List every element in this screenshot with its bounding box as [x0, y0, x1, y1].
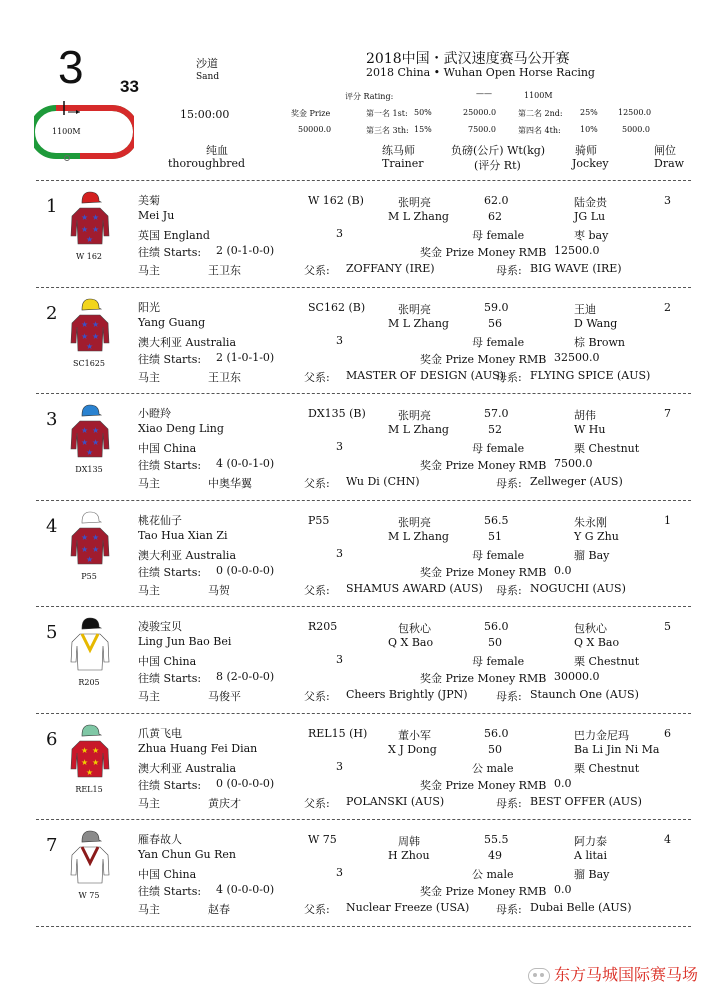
- country: 澳大利亚 Australia: [138, 548, 237, 562]
- svg-text:★: ★: [81, 213, 89, 222]
- weight: 56.5: [484, 513, 509, 527]
- jockey-silks-icon: [68, 510, 112, 566]
- prize-money: 30000.0: [554, 670, 600, 683]
- trainer-cn: 张明亮: [398, 196, 431, 209]
- horse-name-en: Mei Ju: [138, 209, 175, 222]
- horse-name-en: Ling Jun Bao Bei: [138, 635, 232, 648]
- jockey-en: W Hu: [574, 423, 606, 436]
- runner-row: [0, 608, 720, 714]
- sire: Cheers Brightly (JPN): [346, 688, 468, 701]
- coat-color: 骝 Bay: [574, 868, 610, 881]
- prize-4th-pct: 10%: [580, 125, 598, 134]
- col-trainer-en: Trainer: [382, 157, 424, 170]
- prize-money: 0.0: [554, 776, 572, 790]
- weight: 59.0: [484, 300, 509, 314]
- starts-record: 2 (1-0-1-0): [216, 350, 275, 364]
- owner-label: 马主: [138, 796, 160, 810]
- horse-code: P55: [308, 513, 330, 527]
- svg-text:★: ★: [86, 554, 94, 564]
- svg-text:★: ★: [92, 544, 100, 554]
- trainer-en: X J Dong: [388, 742, 437, 756]
- horse-name-cn: 凌骏宝贝: [138, 620, 182, 633]
- surface-cn: 沙道: [196, 57, 218, 70]
- starts-label: 往绩 Starts:: [138, 352, 202, 366]
- owner: 马贺: [208, 583, 230, 597]
- sex: 母 female: [472, 442, 525, 455]
- svg-text:★: ★: [92, 532, 100, 542]
- rating: 3: [336, 546, 343, 560]
- jockey-en: A litai: [574, 849, 607, 862]
- prize-3rd-label: 第三名 3th:: [366, 126, 409, 135]
- svg-text:★: ★: [86, 448, 94, 457]
- prize-1st-amount: 25000.0: [463, 108, 497, 117]
- jockey-en: JG Lu: [574, 210, 606, 223]
- prize-3rd-pct: 15%: [414, 125, 432, 134]
- sex: 母 female: [472, 548, 525, 562]
- weight: 57.0: [484, 407, 509, 420]
- starts-record: 2 (0-1-0-0): [216, 244, 275, 257]
- svg-text:★: ★: [81, 438, 89, 447]
- dam-label: 母系:: [496, 370, 522, 384]
- dam-label: 母系:: [496, 477, 522, 490]
- sire-label: 父系:: [304, 477, 330, 490]
- saddle-number: 3: [46, 409, 58, 430]
- svg-text:★: ★: [81, 331, 89, 341]
- rating: 3: [336, 866, 343, 879]
- silks-code: W 75: [78, 891, 100, 900]
- country: 英国 England: [138, 229, 210, 242]
- prize-label: 奖金 Prize: [291, 109, 331, 118]
- dam: Zellweger (AUS): [530, 475, 623, 488]
- sire-label: 父系:: [304, 583, 330, 597]
- svg-text:★: ★: [92, 225, 100, 234]
- coat-color: 栗 Chestnut: [574, 761, 640, 775]
- jockey-silks-icon: [68, 829, 112, 885]
- sire-label: 父系:: [304, 796, 330, 810]
- svg-text:★: ★: [86, 341, 94, 351]
- prize-2nd-label: 第二名 2nd:: [518, 109, 563, 118]
- jockey-silks-icon: [68, 403, 112, 459]
- jockey-cn: 胡伟: [574, 409, 596, 422]
- horse-name-cn: 小瞪羚: [138, 407, 171, 420]
- starts-record: 4 (0-0-0-0): [216, 883, 275, 896]
- weight: 56.0: [484, 726, 509, 740]
- prize-total: 50000.0: [298, 125, 332, 134]
- owner-label: 马主: [138, 903, 160, 916]
- trainer-en: Q X Bao: [388, 636, 434, 649]
- rating-rt: 52: [488, 423, 502, 436]
- horse-name-cn: 雁春故人: [138, 833, 182, 846]
- svg-text:★: ★: [92, 331, 100, 341]
- jockey-cn: 王迪: [574, 302, 596, 316]
- owner-label: 马主: [138, 370, 160, 384]
- jockey-silks-icon: [68, 616, 112, 672]
- country: 澳大利亚 Australia: [138, 335, 237, 349]
- starts-record: 4 (0-0-1-0): [216, 457, 275, 470]
- jockey-en: Ba Li Jin Ni Ma: [574, 742, 660, 756]
- weight: 56.0: [484, 620, 509, 633]
- sex: 母 female: [472, 335, 525, 349]
- breed-en: thoroughbred: [168, 157, 246, 170]
- owner-label: 马主: [138, 583, 160, 597]
- sex: 公 male: [472, 868, 514, 881]
- rating: 3: [336, 759, 343, 773]
- rating-value: ——: [476, 89, 492, 98]
- silks-code: P55: [81, 571, 97, 581]
- prize-1st-label: 第一名 1st:: [366, 109, 408, 118]
- svg-text:★: ★: [92, 757, 100, 767]
- saddle-number: 6: [46, 728, 58, 750]
- trainer-en: M L Zhang: [388, 529, 449, 543]
- silks-cap: [82, 831, 101, 842]
- rating: 3: [336, 227, 343, 240]
- coat-color: 棕 Brown: [574, 335, 625, 349]
- owner: 黄庆才: [208, 796, 241, 810]
- starts-record: 0 (0-0-0-0): [216, 776, 275, 790]
- horse-name-cn: 爪黄飞电: [138, 726, 182, 740]
- runner-row: [0, 182, 720, 288]
- trainer-en: M L Zhang: [388, 210, 449, 223]
- rating-rt: 56: [488, 316, 502, 330]
- starts-label: 往绩 Starts:: [138, 459, 202, 472]
- trainer-en: M L Zhang: [388, 316, 449, 330]
- silks-code: SC1625: [73, 358, 105, 368]
- owner: 中奥华翼: [208, 477, 252, 490]
- prize-money-label: 奖金 Prize Money RMB: [420, 246, 547, 259]
- svg-text:★: ★: [92, 438, 100, 447]
- jockey-silks-icon: [68, 723, 112, 779]
- silks-cap: [82, 618, 101, 629]
- col-jockey-en: Jockey: [572, 157, 609, 170]
- jockey-silks-icon: [68, 190, 112, 246]
- weight: 55.5: [484, 833, 509, 846]
- svg-text:★: ★: [92, 745, 100, 755]
- runner-row: [0, 502, 720, 608]
- silks-cap: [82, 512, 101, 523]
- horse-name-cn: 桃花仙子: [138, 513, 182, 527]
- saddle-number: 2: [46, 302, 58, 324]
- rating: 3: [336, 440, 343, 453]
- prize-money: 32500.0: [554, 350, 600, 364]
- rating: 3: [336, 653, 343, 666]
- dam-label: 母系:: [496, 583, 522, 597]
- prize-money-label: 奖金 Prize Money RMB: [420, 352, 547, 366]
- dam-label: 母系:: [496, 264, 522, 277]
- silks-code: REL15: [75, 784, 103, 794]
- rating-rt: 49: [488, 849, 502, 862]
- dam: NOGUCHI (AUS): [530, 581, 626, 595]
- dam-label: 母系:: [496, 690, 522, 703]
- saddle-number: 5: [46, 622, 58, 643]
- svg-text:★: ★: [86, 235, 94, 244]
- trainer-cn: 周韩: [398, 835, 420, 848]
- race-number: 3: [58, 41, 84, 93]
- silks-cap: [82, 192, 101, 203]
- prize-money: 0.0: [554, 883, 572, 896]
- coat-color: 骝 Bay: [574, 548, 610, 562]
- runner-row: [0, 821, 720, 927]
- coat-color: 栗 Chestnut: [574, 655, 640, 668]
- track-diagram: [34, 100, 134, 170]
- col-weight-en: (评分 Rt): [474, 159, 521, 172]
- weight: 62.0: [484, 194, 509, 207]
- prize-money-label: 奖金 Prize Money RMB: [420, 565, 547, 579]
- prize-money-label: 奖金 Prize Money RMB: [420, 885, 547, 898]
- jockey-cn: 陆金贵: [574, 196, 607, 209]
- trainer-en: H Zhou: [388, 849, 430, 862]
- prize-4th-label: 第四名 4th:: [518, 126, 561, 135]
- track-distance-label: 1100M: [52, 127, 81, 136]
- svg-text:★: ★: [92, 426, 100, 435]
- jockey-cn: 包秋心: [574, 622, 607, 635]
- col-weight-cn: 负磅(公斤) Wt(kg): [451, 144, 546, 157]
- prize-money: 7500.0: [554, 457, 593, 470]
- draw: 6: [664, 726, 671, 740]
- sire: SHAMUS AWARD (AUS): [346, 581, 483, 595]
- svg-text:★: ★: [81, 225, 89, 234]
- silks-code: W 162: [75, 252, 103, 261]
- trainer-cn: 董小军: [398, 728, 431, 742]
- sex: 公 male: [472, 761, 514, 775]
- svg-text:★: ★: [81, 532, 89, 542]
- draw: 3: [664, 194, 671, 207]
- prize-money-label: 奖金 Prize Money RMB: [420, 459, 547, 472]
- horse-code: W 162 (B): [308, 194, 364, 207]
- rating-rt: 50: [488, 742, 502, 756]
- draw: 4: [664, 833, 671, 846]
- sire: Nuclear Freeze (USA): [346, 901, 470, 914]
- silks-cap: [82, 299, 101, 310]
- rating-rt: 50: [488, 636, 502, 649]
- starts-label: 往绩 Starts:: [138, 672, 202, 685]
- draw: 5: [664, 620, 671, 633]
- silks-code: DX135: [75, 465, 103, 474]
- sire: MASTER OF DESIGN (AUS): [346, 368, 505, 382]
- owner-label: 马主: [138, 264, 160, 277]
- sire-label: 父系:: [304, 264, 330, 277]
- starts-label: 往绩 Starts:: [138, 885, 202, 898]
- country: 中国 China: [138, 442, 197, 455]
- trainer-cn: 包秋心: [398, 622, 431, 635]
- trainer-cn: 张明亮: [398, 409, 431, 422]
- horse-code: R205: [308, 620, 338, 633]
- sire: POLANSKI (AUS): [346, 794, 445, 808]
- race-distance: 1100M: [524, 91, 553, 100]
- race-title-en: 2018 China • Wuhan Open Horse Racing: [366, 66, 595, 79]
- race-title-cn: 2018中国・武汉速度赛马公开赛: [366, 51, 570, 67]
- jockey-cn: 朱永刚: [574, 515, 607, 529]
- prize-money: 12500.0: [554, 244, 600, 257]
- horse-code: W 75: [308, 833, 337, 846]
- prize-4th-amount: 5000.0: [622, 125, 650, 134]
- coat-color: 枣 bay: [574, 229, 609, 242]
- jockey-en: D Wang: [574, 316, 618, 330]
- runner-row: [0, 715, 720, 821]
- svg-text:★: ★: [81, 745, 89, 755]
- horse-name-en: Xiao Deng Ling: [138, 422, 224, 435]
- owner: 王卫东: [208, 264, 241, 277]
- runner-row: [0, 289, 720, 395]
- dam: Staunch One (AUS): [530, 688, 639, 701]
- col-trainer-cn: 练马师: [382, 144, 415, 157]
- draw: 1: [664, 513, 671, 527]
- sire: ZOFFANY (IRE): [346, 262, 435, 275]
- svg-text:★: ★: [81, 544, 89, 554]
- sire-label: 父系:: [304, 690, 330, 703]
- silks-cap: [82, 725, 101, 736]
- starts-label: 往绩 Starts:: [138, 246, 202, 259]
- breed-cn: 纯血: [206, 144, 228, 157]
- jockey-cn: 巴力金尼玛: [574, 728, 629, 742]
- prize-money-label: 奖金 Prize Money RMB: [420, 778, 547, 792]
- starts-label: 往绩 Starts:: [138, 778, 202, 792]
- starts-label: 往绩 Starts:: [138, 565, 202, 579]
- trainer-cn: 张明亮: [398, 515, 431, 529]
- wechat-icon: [528, 968, 550, 984]
- dam: Dubai Belle (AUS): [530, 901, 632, 914]
- horse-name-cn: 阳光: [138, 300, 160, 314]
- jockey-en: Y G Zhu: [574, 529, 619, 543]
- dam-label: 母系:: [496, 796, 522, 810]
- svg-text:★: ★: [86, 767, 94, 777]
- dam-label: 母系:: [496, 903, 522, 916]
- footer-text: 东方马城国际赛马场: [553, 965, 698, 984]
- col-jockey-cn: 骑师: [575, 144, 597, 157]
- sex: 母 female: [472, 229, 525, 242]
- sire-label: 父系:: [304, 903, 330, 916]
- jockey-cn: 阿力泰: [574, 835, 607, 848]
- horse-code: SC162 (B): [308, 300, 366, 314]
- sire-label: 父系:: [304, 370, 330, 384]
- horse-name-en: Tao Hua Xian Zi: [138, 528, 228, 542]
- jockey-en: Q X Bao: [574, 636, 620, 649]
- jockey-silks-icon: [68, 297, 112, 353]
- trainer-en: M L Zhang: [388, 423, 449, 436]
- horse-name-en: Yan Chun Gu Ren: [138, 848, 236, 861]
- footer-brand: [528, 962, 698, 985]
- horse-name-en: Yang Guang: [138, 315, 206, 329]
- rating: 3: [336, 333, 343, 347]
- owner: 赵春: [208, 903, 230, 916]
- starts-record: 0 (0-0-0-0): [216, 563, 275, 577]
- prize-2nd-amount: 12500.0: [618, 108, 652, 117]
- sex: 母 female: [472, 655, 525, 668]
- horse-name-en: Zhua Huang Fei Dian: [138, 741, 258, 755]
- svg-text:★: ★: [81, 319, 89, 329]
- silks-code: R205: [78, 678, 100, 687]
- trainer-cn: 张明亮: [398, 302, 431, 316]
- horse-code: REL15 (H): [308, 726, 368, 740]
- rating-label: 评分 Rating:: [345, 92, 394, 101]
- prize-money-label: 奖金 Prize Money RMB: [420, 672, 547, 685]
- surface-en: Sand: [196, 72, 220, 82]
- draw: 7: [664, 407, 671, 420]
- race-code: 33: [120, 77, 139, 96]
- horse-code: DX135 (B): [308, 407, 366, 420]
- saddle-number: 4: [46, 515, 58, 537]
- country: 中国 China: [138, 655, 197, 668]
- runner-row: [0, 395, 720, 501]
- dam: FLYING SPICE (AUS): [530, 368, 651, 382]
- coat-color: 栗 Chestnut: [574, 442, 640, 455]
- prize-3rd-amount: 7500.0: [468, 125, 496, 134]
- row-divider: [36, 180, 691, 181]
- rating-rt: 62: [488, 210, 502, 223]
- svg-text:★: ★: [81, 426, 89, 435]
- dam: BEST OFFER (AUS): [530, 794, 642, 808]
- horse-name-cn: 美菊: [138, 194, 160, 207]
- silks-cap: [82, 405, 101, 416]
- country: 澳大利亚 Australia: [138, 761, 237, 775]
- col-draw-en: Draw: [654, 157, 685, 170]
- svg-text:★: ★: [92, 319, 100, 329]
- saddle-number: 7: [46, 835, 58, 856]
- svg-text:★: ★: [92, 213, 100, 222]
- owner-label: 马主: [138, 477, 160, 490]
- col-draw-cn: 闸位: [654, 144, 676, 157]
- sire: Wu Di (CHN): [346, 475, 420, 488]
- country: 中国 China: [138, 868, 197, 881]
- draw: 2: [664, 300, 671, 314]
- owner-label: 马主: [138, 690, 160, 703]
- owner: 王卫东: [208, 370, 241, 384]
- race-time: 15:00:00: [180, 108, 230, 121]
- prize-2nd-pct: 25%: [580, 108, 598, 117]
- prize-money: 0.0: [554, 563, 572, 577]
- saddle-number: 1: [46, 196, 58, 217]
- starts-record: 8 (2-0-0-0): [216, 670, 275, 683]
- owner: 马俊平: [208, 690, 241, 703]
- svg-text:★: ★: [81, 757, 89, 767]
- prize-1st-pct: 50%: [414, 108, 432, 117]
- dam: BIG WAVE (IRE): [530, 262, 622, 275]
- rating-rt: 51: [488, 529, 502, 543]
